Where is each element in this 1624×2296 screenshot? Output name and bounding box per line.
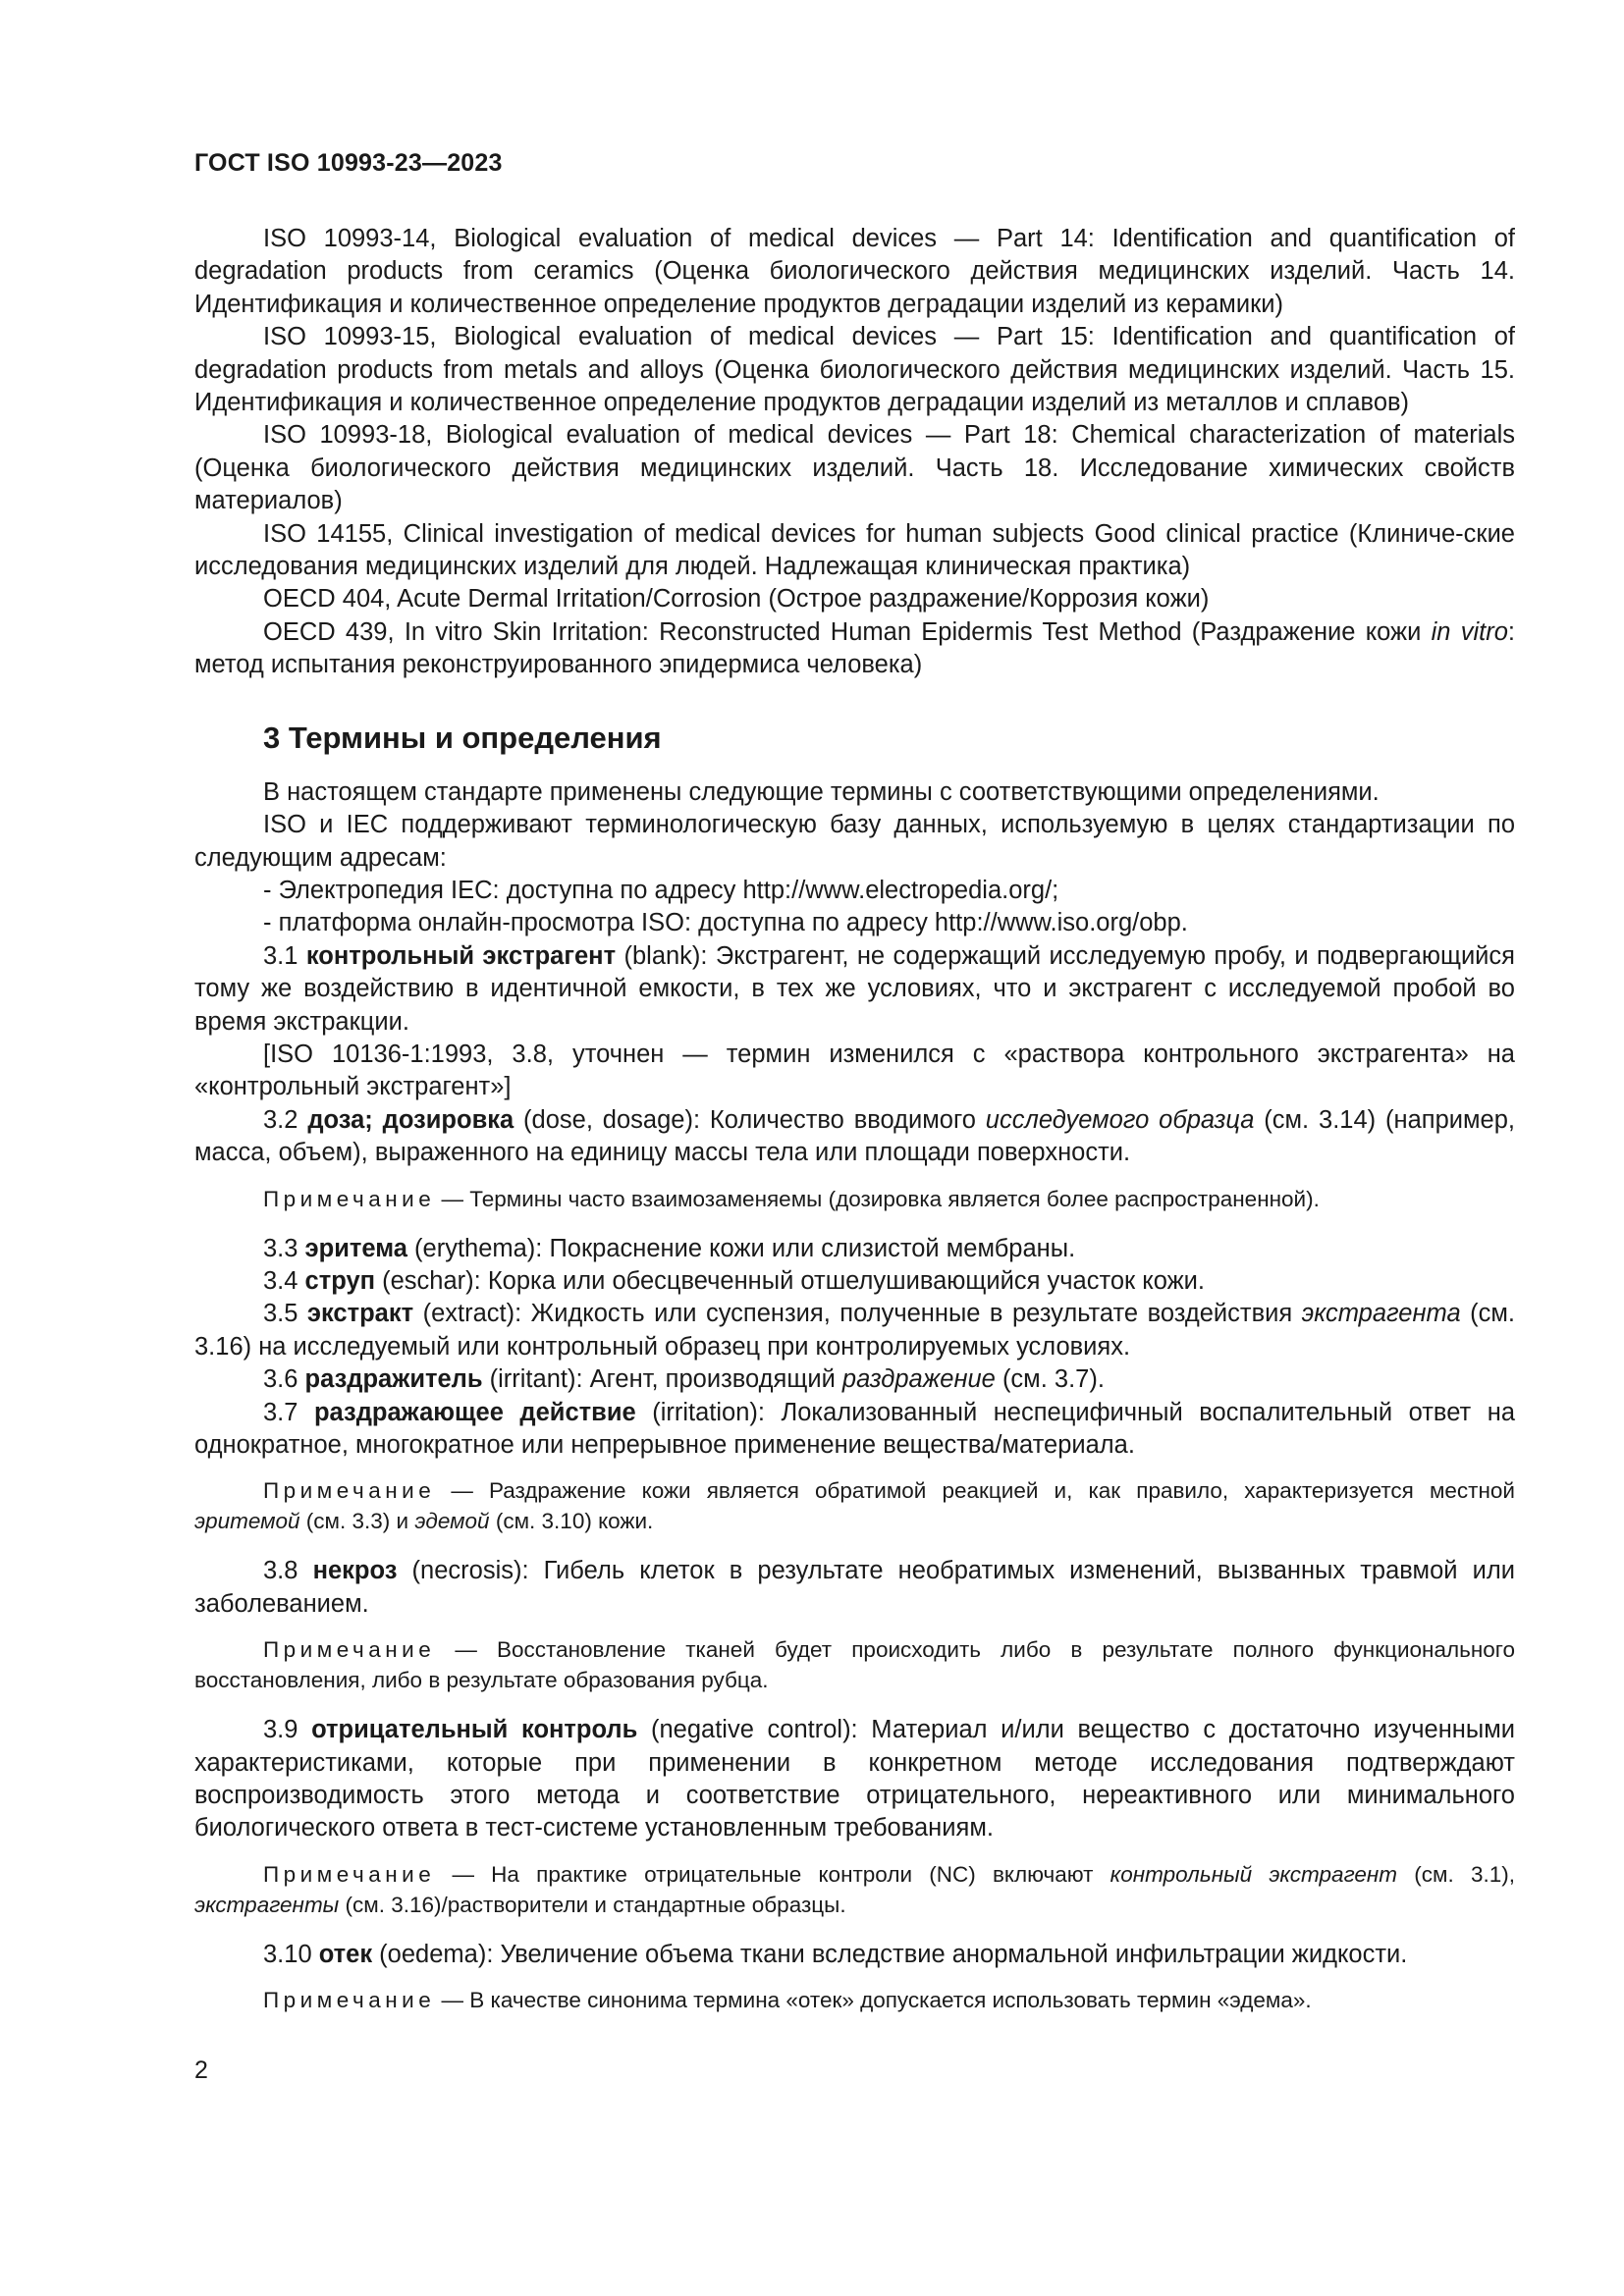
reference-iso-10993-18: ISO 10993-18, Biological evaluation of medical devices — Part 18: Chemical characterization of materials (Оценка биологического действия медицинских изделий. Часть 18. Исследование химических свойств материалов)	[194, 421, 1515, 515]
reference-iso-10993-15: ISO 10993-15, Biological evaluation of medical devices — Part 15: Identification and quantification of degradation products from metals and alloys (Оценка биологического действия медицинских изделий. Часть 15. Идентификация и количественное определение продуктов деградации изделий из металлов и сплавов)	[194, 323, 1515, 417]
note-label: Примечание	[263, 1988, 436, 2013]
section-intro-terminology: ISO и IEC поддерживают терминологическую базу данных, используемую в целях стандартизации по следующим адресам:	[194, 811, 1515, 872]
list-item-iso-obp: - платформа онлайн-просмотра ISO: доступна по адресу http://www.iso.org/obp.	[263, 909, 1188, 937]
term-3-7: 3.7 раздражающее действие (irritation): Локализованный неспецифичный воспалительный ответ на однократное, многократное или непрерывное применение вещества/материала.	[194, 1398, 1515, 1459]
page-number: 2	[194, 2056, 208, 2084]
note-3-9: Примечание — На практике отрицательные контроли (NC) включают контрольный экстрагент (см. 3.1), экстрагенты (см. 3.16)/растворители и стандартные образцы.	[194, 1861, 1515, 1917]
term-3-10: 3.10 отек (oedema): Увеличение объема ткани вследствие анормальной инфильтрации жидкости.	[263, 1940, 1408, 1968]
reference-iso-10993-14: ISO 10993-14, Biological evaluation of medical devices — Part 14: Identification and quantification of degradation products from ceramics (Оценка биологического действия медицинских изделий. Часть 14. Идентификация и количественное определение продуктов деградации изделий из керамики)	[194, 225, 1515, 318]
term-3-9: 3.9 отрицательный контроль (negative control): Материал и/или вещество с достаточно изученными характеристиками, которые при применении в конкретном методе исследования подтверждают воспроизводимость этого метода и соответствие отрицательного, нереактивного или минимального биологического ответа в тест-системе установленным требованиям.	[194, 1716, 1515, 1842]
term-3-5: 3.5 экстракт (extract): Жидкость или суспензия, полученные в результате воздействия экстрагента (см. 3.16) на исследуемый или контрольный образец при контролируемых условиях.	[194, 1300, 1515, 1361]
term-3-4: 3.4 струп (eschar): Корка или обесцвеченный отшелушивающийся участок кожи.	[263, 1266, 1206, 1295]
section-heading: 3 Термины и определения	[263, 720, 662, 755]
note-label: Примечание	[263, 1861, 436, 1887]
note-label: Примечание	[263, 1186, 436, 1211]
note-3-2: Примечание — Термины часто взаимозаменяемы (дозировка является более распространенной).	[263, 1186, 1320, 1211]
document-header: ГОСТ ISO 10993-23—2023	[194, 149, 503, 177]
list-item-electropedia: - Электропедия IEC: доступна по адресу http://www.electropedia.org/;	[263, 876, 1059, 904]
reference-oecd-439: OECD 439, In vitro Skin Irritation: Reconstructed Human Epidermis Test Method (Раздражение кожи in vitro: метод испытания реконструированного эпидермиса человека)	[194, 617, 1516, 679]
note-3-8: Примечание — Восстановление тканей будет происходить либо в результате полного функционального восстановления, либо в результате образования рубца.	[194, 1637, 1515, 1693]
section-intro: В настоящем стандарте применены следующие термины с соответствующими определениями.	[263, 777, 1380, 806]
note-3-10: Примечание — В качестве синонима термина «отек» допускается использовать термин «эдема».	[263, 1988, 1312, 2013]
reference-oecd-404: OECD 404, Acute Dermal Irritation/Corrosion (Острое раздражение/Коррозия кожи)	[263, 585, 1210, 614]
term-3-1-source: [ISO 10136-1:1993, 3.8, уточнен — термин изменился с «раствора контрольного экстрагента» на «контрольный экстрагент»]	[194, 1040, 1515, 1101]
term-3-2: 3.2 доза; дозировка (dose, dosage): Количество вводимого исследуемого образца (см. 3.14) (например, масса, объем), выраженного на единицу массы тела или площади поверхности.	[194, 1105, 1515, 1167]
term-3-1: 3.1 контрольный экстрагент (blank): Экстрагент, не содержащий исследуемую пробу, и подвергающийся тому же воздействию в идентичной емкости, в тех же условиях, что и экстрагент с исследуемой пробой во время экстракции.	[194, 941, 1515, 1036]
note-3-7: Примечание — Раздражение кожи является обратимой реакцией и, как правило, характеризуется местной эритемой (см. 3.3) и эдемой (см. 3.10) кожи.	[194, 1478, 1515, 1534]
note-label: Примечание	[263, 1637, 436, 1663]
term-3-6: 3.6 раздражитель (irritant): Агент, производящий раздражение (см. 3.7).	[263, 1365, 1105, 1394]
document-body	[194, 223, 1515, 2034]
note-label: Примечание	[263, 1478, 436, 1504]
term-3-8: 3.8 некроз (necrosis): Гибель клеток в результате необратимых изменений, вызванных травмой или заболеванием.	[194, 1557, 1515, 1618]
term-3-3: 3.3 эритема (erythema): Покраснение кожи или слизистой мембраны.	[263, 1234, 1076, 1262]
reference-iso-14155: ISO 14155, Clinical investigation of medical devices for human subjects Good clinical practice (Клиниче-ские исследования медицинских изделий для людей. Надлежащая клиническая практика)	[194, 519, 1515, 581]
